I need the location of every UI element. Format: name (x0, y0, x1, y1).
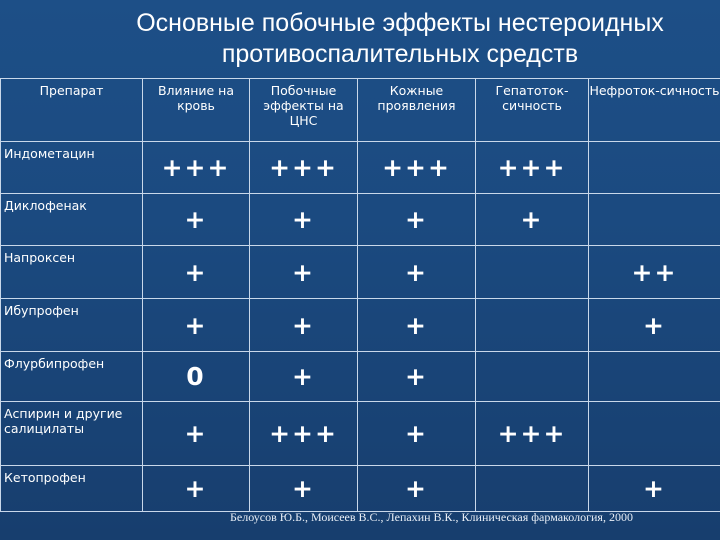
cell-hepato: + (476, 194, 589, 246)
cell-blood: + (143, 466, 250, 512)
cell-nephro: + (589, 466, 720, 512)
cell-nephro (589, 194, 720, 246)
table-row (1, 142, 720, 194)
cell-blood: + (143, 402, 250, 466)
cell-cns: + (250, 299, 358, 352)
drug-name: Флурбипрофен (1, 352, 143, 402)
drug-name: Аспирин и другие салицилаты (1, 402, 143, 466)
header-nephrotoxicity: Нефроток-сичность (589, 79, 720, 142)
cell-blood: 0 (143, 352, 250, 402)
header-hepatotoxicity: Гепатоток-сичность (476, 79, 589, 142)
cell-cns: + (250, 194, 358, 246)
cell-hepato: +++ (476, 402, 589, 466)
cell-skin: + (358, 246, 476, 299)
cell-hepato (476, 299, 589, 352)
cell-cns: + (250, 466, 358, 512)
cell-blood: + (143, 299, 250, 352)
header-cns-effects: Побочные эффекты на ЦНС (250, 79, 358, 142)
cell-nephro (589, 352, 720, 402)
cell-hepato: +++ (476, 142, 589, 194)
table-row (1, 246, 720, 299)
cell-nephro (589, 402, 720, 466)
side-effects-table (0, 78, 720, 512)
slide-title: Основные побочные эффекты нестероидных противоспалительных средств (136, 9, 664, 68)
cell-skin: + (358, 352, 476, 402)
cell-hepato (476, 352, 589, 402)
cell-skin: + (358, 466, 476, 512)
drug-name: Ибупрофен (1, 299, 143, 352)
cell-nephro: ++ (589, 246, 720, 299)
cell-nephro: + (589, 299, 720, 352)
cell-cns: + (250, 352, 358, 402)
header-skin: Кожные проявления (358, 79, 476, 142)
table-row (1, 194, 720, 246)
cell-hepato (476, 466, 589, 512)
cell-skin: +++ (358, 142, 476, 194)
drug-name: Диклофенак (1, 194, 143, 246)
cell-blood: + (143, 246, 250, 299)
cell-hepato (476, 246, 589, 299)
cell-blood: +++ (143, 142, 250, 194)
table-header-row (1, 79, 720, 142)
header-blood-effect: Влияние на кровь (143, 79, 250, 142)
drug-name: Напроксен (1, 246, 143, 299)
drug-name: Кетопрофен (1, 466, 143, 512)
cell-cns: +++ (250, 142, 358, 194)
table-row (1, 466, 720, 512)
citation-footer: Белоусов Ю.Б., Моисеев В.С., Лепахин В.К., Клиническая фармакология, 2000 (230, 510, 633, 524)
drug-name: Индометацин (1, 142, 143, 194)
header-drug: Препарат (1, 79, 143, 142)
cell-skin: + (358, 299, 476, 352)
cell-cns: +++ (250, 402, 358, 466)
cell-blood: + (143, 194, 250, 246)
table-row (1, 299, 720, 352)
table-row (1, 402, 720, 466)
cell-skin: + (358, 402, 476, 466)
cell-skin: + (358, 194, 476, 246)
cell-nephro (589, 142, 720, 194)
cell-cns: + (250, 246, 358, 299)
table-row (1, 352, 720, 402)
